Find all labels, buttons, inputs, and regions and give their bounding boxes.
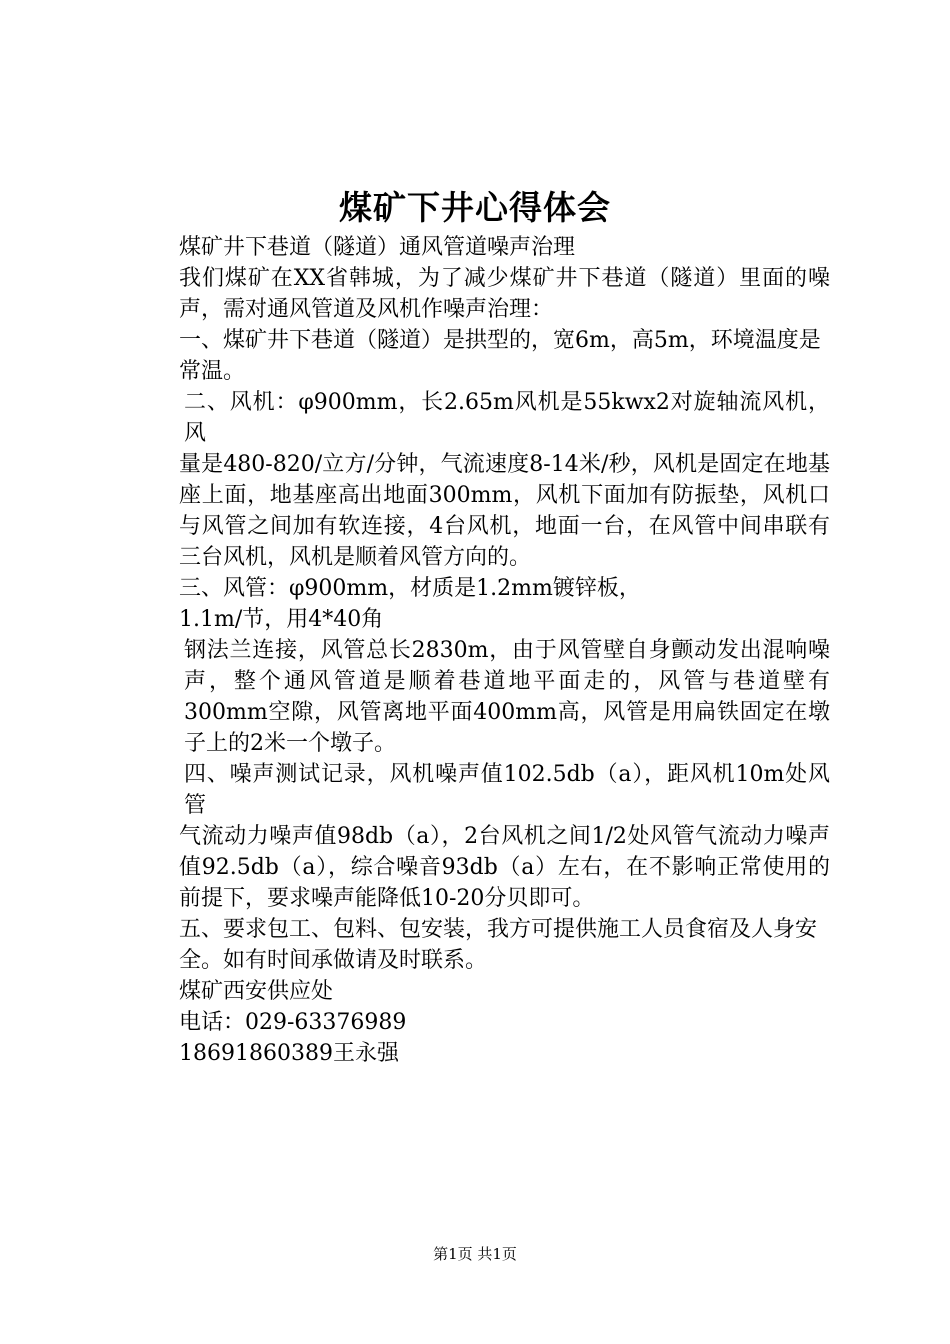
signature-mobile: 18691860389王永强	[179, 1041, 399, 1066]
document-body	[130, 232, 830, 1069]
paragraph-item-4-cont: 气流动力噪声值98db（a），2台风机之间1/2处风管气流动力噪声值92.5db（a），综合噪音93db（a）左右，在不影响正常使用的前提下，要求噪声能降低10-20分贝即可。	[179, 824, 830, 911]
paragraph-item-2: 二、风机：φ900mm，长2.65m风机是55kwx2对旋轴流风机，风	[184, 390, 830, 446]
paragraph-item-3-cont: 1.1m/节，用4*40角	[179, 607, 384, 632]
paragraph-item-5: 五、要求包工、包料、包安装，我方可提供施工人员食宿及人身安	[179, 917, 818, 942]
document-title: 煤矿下井心得体会	[339, 188, 611, 227]
paragraph-item-4: 四、噪声测试记录，风机噪声值102.5db（a），距风机10m处风管	[184, 762, 830, 818]
signature-org: 煤矿西安供应处	[179, 979, 334, 1004]
page-footer: 第1页 共1页	[433, 1245, 517, 1263]
signature-phone: 电话：029-63376989	[179, 1010, 407, 1035]
paragraph-item-5-cont: 全。如有时间承做请及时联系。	[179, 948, 488, 973]
paragraph-item-1-cont: 常温。	[179, 359, 246, 384]
paragraph-item-3-body: 钢法兰连接，风管总长2830m，由于风管壁自身颤动发出混响噪声，整个通风管道是顺着巷道地平面走的，风管与巷道壁有300mm空隙，风管离地平面400mm高，风管是用扁铁固定在墩子上的2米一个墩子。	[184, 638, 830, 756]
paragraph-item-2-cont: 量是480-820/立方/分钟，气流速度8-14米/秒，风机是固定在地基座上面，地基座高出地面300mm，风机下面加有防振垫，风机口与风管之间加有软连接，4台风机，地面一台，在风管中间串联有三台风机，风机是顺着风管方向的。	[179, 452, 830, 570]
paragraph-item-3: 三、风管：φ900mm，材质是1.2mm镀锌板，	[179, 576, 641, 601]
paragraph-item-1: 一、煤矿井下巷道（隧道）是拱型的，宽6m，高5m，环境温度是	[179, 328, 821, 353]
paragraph-heading: 煤矿井下巷道（隧道）通风管道噪声治理	[179, 235, 576, 260]
paragraph-intro: 我们煤矿在XX省韩城，为了减少煤矿井下巷道（隧道）里面的噪声，需对通风管道及风机作噪声治理：	[179, 266, 830, 322]
